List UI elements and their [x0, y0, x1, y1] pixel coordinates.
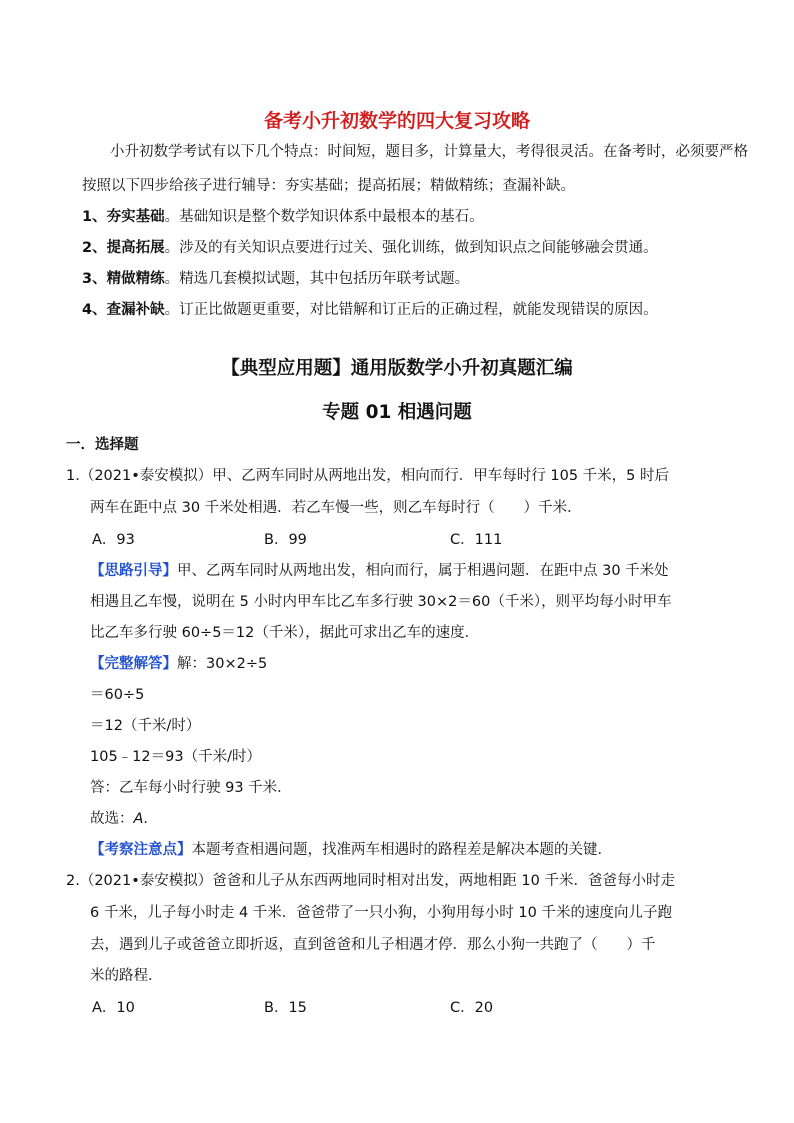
hint-line: 相遇且乙车慢，说明在 5 小时内甲车比乙车多行驶 30×2＝60（千米），则平均每小时甲车: [90, 594, 672, 610]
choice-letter: A: [133, 811, 144, 827]
tip-number: 1、: [82, 209, 107, 225]
question-2-line: 米的路程．: [90, 968, 163, 984]
note-text: 本题考查相遇问题，找准两车相遇时的路程差是解决本题的关键．: [191, 842, 612, 858]
tip-heading: 夯实基础: [106, 209, 165, 225]
tip-item: [82, 238, 658, 258]
answer-text: 解：30×2÷5: [177, 656, 268, 672]
question-1-line: 1.（2021•泰安模拟）甲、乙两车同时从两地出发，相向而行．甲车每时行 105 千米，5 时后: [66, 468, 670, 484]
option-a: A．10: [92, 1000, 135, 1016]
tip-text: 。精选几套模拟试题，其中包括历年联考试题。: [164, 271, 470, 287]
answer-step: 105﹣12＝93（千米/时）: [90, 749, 261, 765]
question-1-line: 两车在距中点 30 千米处相遇．若乙车慢一些，则乙车每时行（ ）千米．: [90, 500, 582, 516]
tip-number: 3、: [82, 271, 107, 287]
tip-text: 。基础知识是整个数学知识体系中最根本的基石。: [164, 209, 484, 225]
hint-text: 甲、乙两车同时从两地出发，相向而行，属于相遇问题．在距中点 30 千米处: [177, 563, 669, 579]
tip-heading: 提高拓展: [106, 240, 165, 256]
tip-item: [82, 269, 469, 289]
note-line: [90, 840, 612, 860]
tip-number: 2、: [82, 240, 107, 256]
section-heading: 一．选择题: [66, 437, 139, 453]
option-c: C．111: [450, 532, 503, 548]
tip-number: 4、: [82, 302, 107, 318]
tip-text: 。订正比做题更重要，对比错解和订正后的正确过程，就能发现错误的原因。: [164, 302, 658, 318]
topic-heading: 专题 01 相遇问题: [322, 402, 472, 423]
answer-label: 【完整解答】: [90, 656, 177, 672]
tip-item: [82, 207, 484, 227]
tip-heading: 精做精练: [106, 271, 165, 287]
tip-text: 。涉及的有关知识点要进行过关、强化训练，做到知识点之间能够融会贯通。: [164, 240, 658, 256]
option-a: A．93: [92, 532, 135, 548]
question-2-line: 2.（2021•泰安模拟）爸爸和儿子从东西两地同时相对出发，两地相距 10 千米．爸爸每小时走: [66, 873, 675, 889]
answer-line: [90, 654, 267, 674]
question-2-line: 6 千米，儿子每小时走 4 千米．爸爸带了一只小狗，小狗用每小时 10 千米的速度向儿子跑: [90, 905, 672, 921]
collection-heading: 【典型应用题】通用版数学小升初真题汇编: [221, 358, 573, 379]
hint-line: [90, 561, 669, 581]
option-b: B．15: [264, 1000, 307, 1016]
answer-step: 答：乙车每小时行驶 93 千米．: [90, 780, 292, 796]
choice-suffix: ．: [143, 811, 158, 827]
answer-step: ＝60÷5: [90, 687, 145, 703]
option-b: B．99: [264, 532, 307, 548]
question-2-line: 去，遇到儿子或爸爸立即折返，直到爸爸和儿子相遇才停．那么小狗一共跑了（ ）千: [90, 937, 656, 953]
intro-paragraph-line: 按照以下四步给孩子进行辅导：夯实基础；提高拓展；精做精练；查漏补缺。: [82, 178, 575, 194]
tip-heading: 查漏补缺: [106, 302, 165, 318]
hint-label: 【思路引导】: [90, 563, 177, 579]
option-c: C．20: [450, 1000, 494, 1016]
tip-item: [82, 300, 658, 320]
intro-paragraph-line: 小升初数学考试有以下几个特点：时间短，题目多，计算量大，考得很灵活。在备考时，必须要严格: [110, 144, 748, 160]
choice-prefix: 故选：: [90, 811, 134, 827]
choice-line: [90, 809, 158, 829]
answer-step: ＝12（千米/时）: [90, 718, 201, 734]
hint-line: 比乙车多行驶 60÷5＝12（千米），据此可求出乙车的速度．: [90, 625, 480, 641]
document-title: 备考小升初数学的四大复习攻略: [263, 110, 530, 132]
note-label: 【考察注意点】: [90, 842, 192, 858]
